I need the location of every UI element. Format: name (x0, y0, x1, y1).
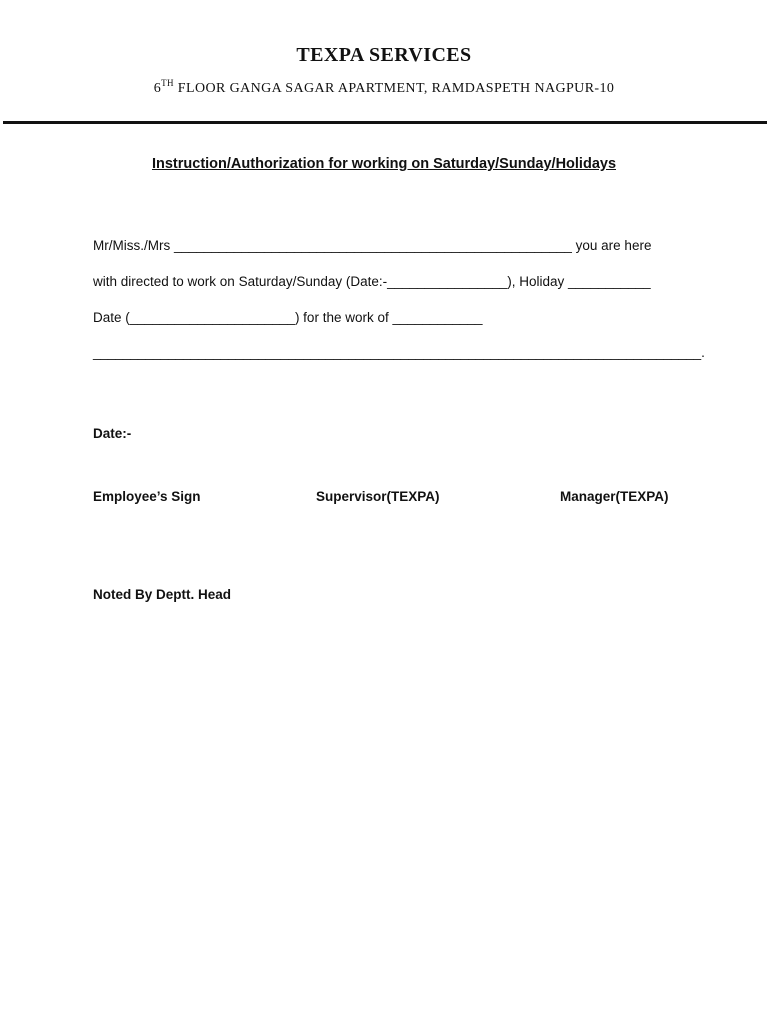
manager-sign-label: Manager(TEXPA) (560, 489, 669, 504)
form-title: Instruction/Authorization for working on Saturday/Sunday/Holidays (151, 156, 617, 172)
employee-sign-label: Employee’s Sign (93, 489, 201, 504)
address-text: FLOOR GANGA SAGAR APARTMENT, RAMDASPETH NAGPUR-10 (173, 81, 615, 96)
date-label: Date:- (93, 426, 132, 441)
company-name: TEXPA SERVICES (296, 44, 472, 66)
company-address (0, 78, 768, 97)
address-floor-number: 6 (153, 81, 162, 96)
form-line-dates: with directed to work on Saturday/Sunday (Date:-________________), Holiday ___________ (93, 274, 651, 289)
address-floor-superscript: TH (161, 78, 174, 88)
noted-by-label: Noted By Deptt. Head (93, 587, 232, 602)
form-line-blank: _________________________________________________________________________________. (93, 345, 705, 360)
supervisor-sign-label: Supervisor(TEXPA) (316, 489, 440, 504)
header-divider (3, 121, 767, 124)
form-line-work: Date (______________________) for the work of ____________ (93, 310, 483, 325)
form-line-name: Mr/Miss./Mrs _____________________________________________________ you are here (93, 238, 652, 253)
